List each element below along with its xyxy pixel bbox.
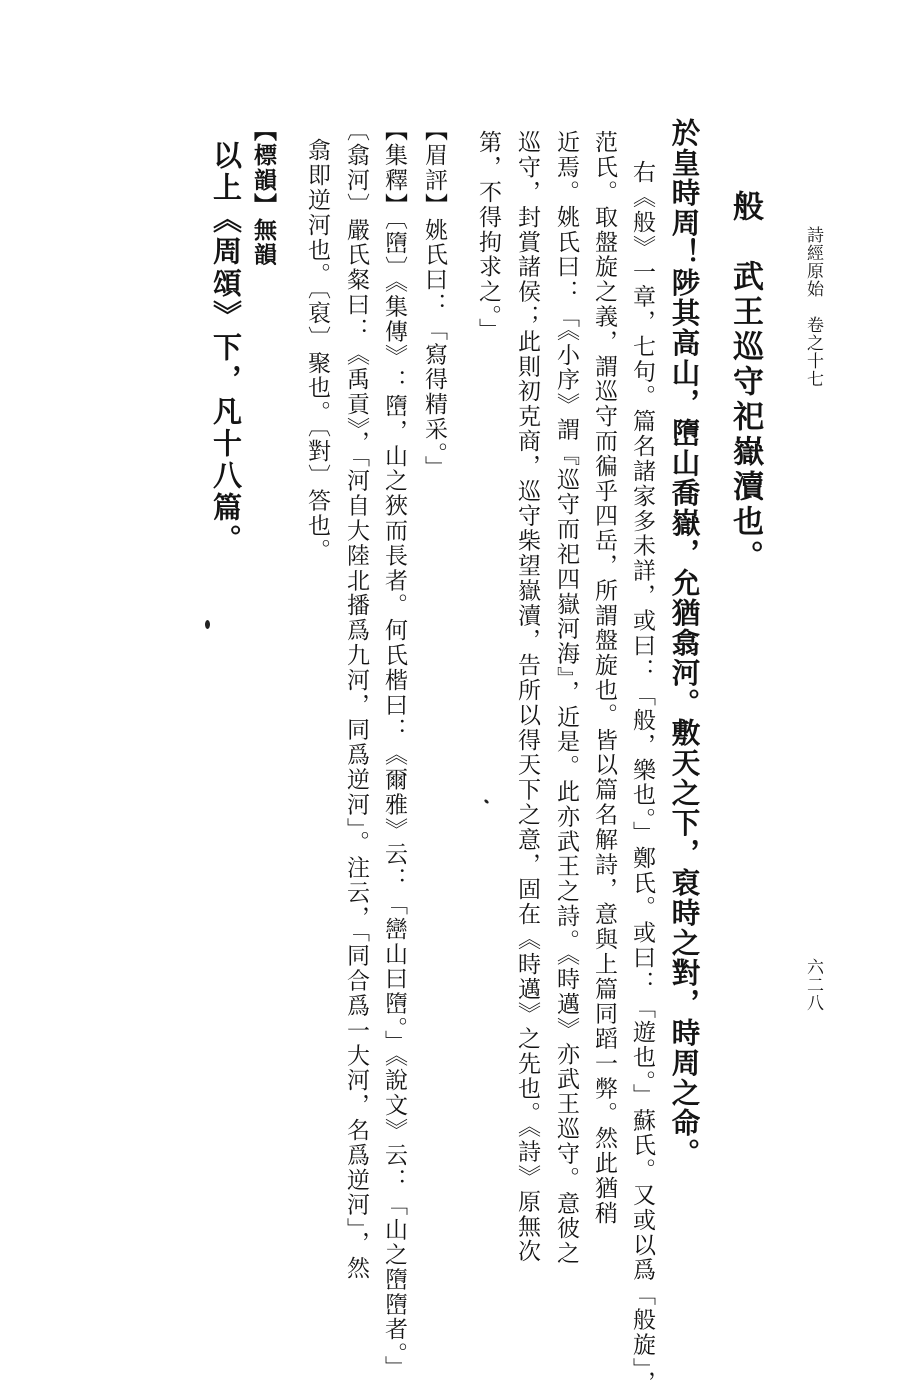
commentary-line: 右《般》一章，七句。篇名諸家多未詳，或曰：「般，樂也。」鄭氏。或曰：「遊也。」蘇氏。又或以爲「般旋」，	[629, 160, 655, 1395]
poem-text-line: 於皇時周！陟其高山，嶞山喬嶽，允猶翕河。敷天之下，裒時之對，時周之命。	[667, 118, 702, 1168]
jishi-line: 【集釋】〔嶞〕《集傳》：嶞，山之狹而長者。何氏楷曰：《爾雅》云：「巒山曰嶞。」《說文》云：「山之嶞嶞者。」	[381, 118, 407, 1381]
running-header: 詩經原始 卷之十七	[803, 226, 823, 388]
jishi-line: 翕即逆河也。〔裒〕聚也。〔對〕答也。	[304, 138, 330, 564]
commentary-line: 范氏。取盤旋之義，謂巡守而徧乎四岳，所謂盤旋也。皆以篇名解詩，意與上篇同蹈一弊。然此猶稍	[591, 130, 617, 1226]
scan-speck	[205, 620, 210, 629]
commentary-line: 近焉。姚氏曰：「《小序》謂『巡守而祀四嶽河海』，近是。此亦武王之詩。《時邁》亦武王巡守。意彼之	[553, 130, 579, 1266]
rhyme-note: 【標韻】無韻	[250, 118, 277, 268]
eyebrow-comment: 【眉評】姚氏曰：「寫得精采。」	[421, 118, 447, 480]
commentary-line: 第，不得拘求之。」	[475, 130, 501, 343]
section-summary: 以上《周頌》下，凡十八篇。	[209, 140, 243, 556]
page-number: 六二八	[803, 958, 823, 1012]
jishi-line: 〔翕河〕嚴氏粲曰：《禹貢》，「河自大陸北播爲九河，同爲逆河」。注云，「同合爲一大河，名爲逆河」，然	[343, 118, 369, 1281]
commentary-line: 巡守，封賞諸侯；此則初克商，巡守柴望嶽瀆，告所以得天下之意，固在《時邁》之先也。《詩》原無次	[514, 130, 540, 1264]
scan-speck	[484, 799, 490, 805]
poem-title: 般 武王巡守祀嶽瀆也。	[727, 190, 763, 575]
